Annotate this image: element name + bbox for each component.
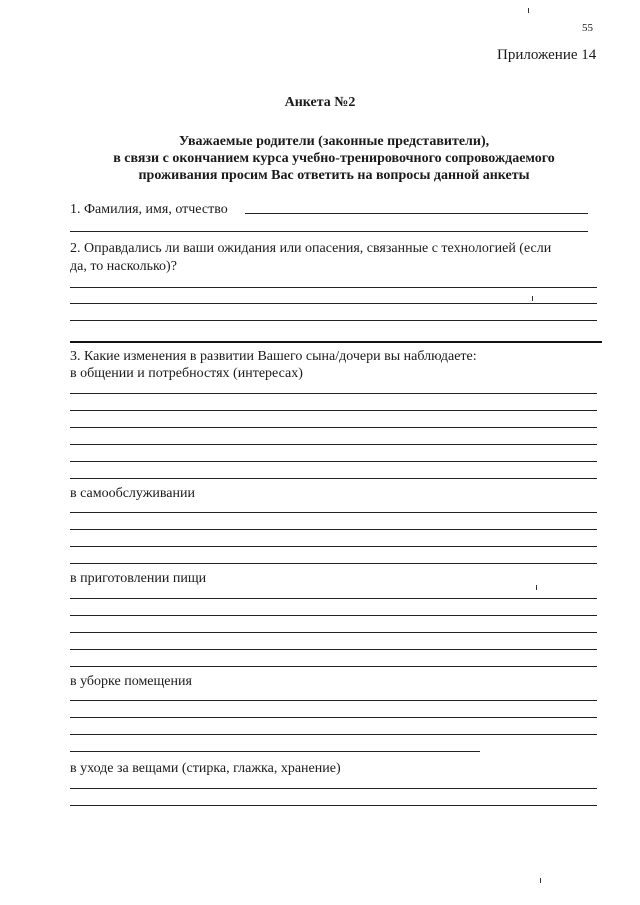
answer-line-q3c-1[interactable] bbox=[70, 598, 597, 599]
q3-sub-cooking: в приготовлении пищи bbox=[70, 571, 207, 586]
scan-speck bbox=[528, 8, 529, 13]
q3-sub-communication: в общении и потребностях (интересах) bbox=[70, 366, 303, 381]
scan-speck bbox=[536, 585, 537, 590]
heading-line-3: проживания просим Вас ответить на вопросы данной анкеты bbox=[138, 168, 530, 183]
answer-line-q3a-4[interactable] bbox=[70, 444, 597, 445]
answer-line-q2-2[interactable] bbox=[70, 303, 597, 304]
answer-line-q3a-5[interactable] bbox=[70, 461, 597, 462]
appendix-label: Приложение 14 bbox=[497, 47, 597, 63]
heading-line-1: Уважаемые родители (законные представители), bbox=[178, 134, 490, 149]
answer-line-q2-3[interactable] bbox=[70, 320, 597, 321]
answer-line-q3c-4[interactable] bbox=[70, 649, 597, 650]
scan-speck bbox=[540, 878, 541, 883]
answer-line-q1-b[interactable] bbox=[70, 231, 588, 232]
question-2-label-line2: да, то насколько)? bbox=[70, 259, 177, 274]
answer-line-q3b-3[interactable] bbox=[70, 546, 597, 547]
question-1-label: 1. Фамилия, имя, отчество bbox=[70, 202, 228, 217]
answer-line-q3c-2[interactable] bbox=[70, 615, 597, 616]
q3-sub-self-care: в самообслуживании bbox=[70, 486, 195, 501]
question-3-label: 3. Какие изменения в развитии Вашего сына/дочери вы наблюдаете: bbox=[70, 349, 477, 364]
q3-sub-cleaning: в уборке помещения bbox=[70, 674, 192, 689]
answer-line-q2-1[interactable] bbox=[70, 287, 597, 288]
answer-line-q3e-2[interactable] bbox=[70, 805, 597, 806]
q3-sub-clothes-care: в уходе за вещами (стирка, глажка, хранение) bbox=[70, 761, 341, 776]
answer-line-q3c-3[interactable] bbox=[70, 632, 597, 633]
scan-speck bbox=[532, 296, 533, 301]
answer-line-q3a-3[interactable] bbox=[70, 427, 597, 428]
answer-line-q3c-5[interactable] bbox=[70, 666, 597, 667]
answer-line-q3d-2[interactable] bbox=[70, 717, 597, 718]
section-divider bbox=[70, 341, 602, 343]
form-heading bbox=[60, 133, 608, 184]
answer-line-q1-a[interactable] bbox=[245, 213, 588, 214]
question-2-label-line1: 2. Оправдались ли ваши ожидания или опасения, связанные с технологией (если bbox=[70, 241, 552, 256]
answer-line-q3d-1[interactable] bbox=[70, 700, 597, 701]
answer-line-q3b-4[interactable] bbox=[70, 563, 597, 564]
answer-line-q3b-1[interactable] bbox=[70, 512, 597, 513]
answer-line-q3a-1[interactable] bbox=[70, 393, 597, 394]
answer-line-q3a-2[interactable] bbox=[70, 410, 597, 411]
page-number: 55 bbox=[582, 22, 593, 34]
form-title: Анкета №2 bbox=[284, 95, 356, 110]
answer-line-q3d-3[interactable] bbox=[70, 734, 597, 735]
heading-line-2: в связи с окончанием курса учебно-тренировочного сопровождаемого bbox=[113, 151, 555, 166]
answer-line-q3e-1[interactable] bbox=[70, 788, 597, 789]
answer-line-q3d-4[interactable] bbox=[70, 751, 480, 752]
answer-line-q3b-2[interactable] bbox=[70, 529, 597, 530]
answer-line-q3a-6[interactable] bbox=[70, 478, 597, 479]
